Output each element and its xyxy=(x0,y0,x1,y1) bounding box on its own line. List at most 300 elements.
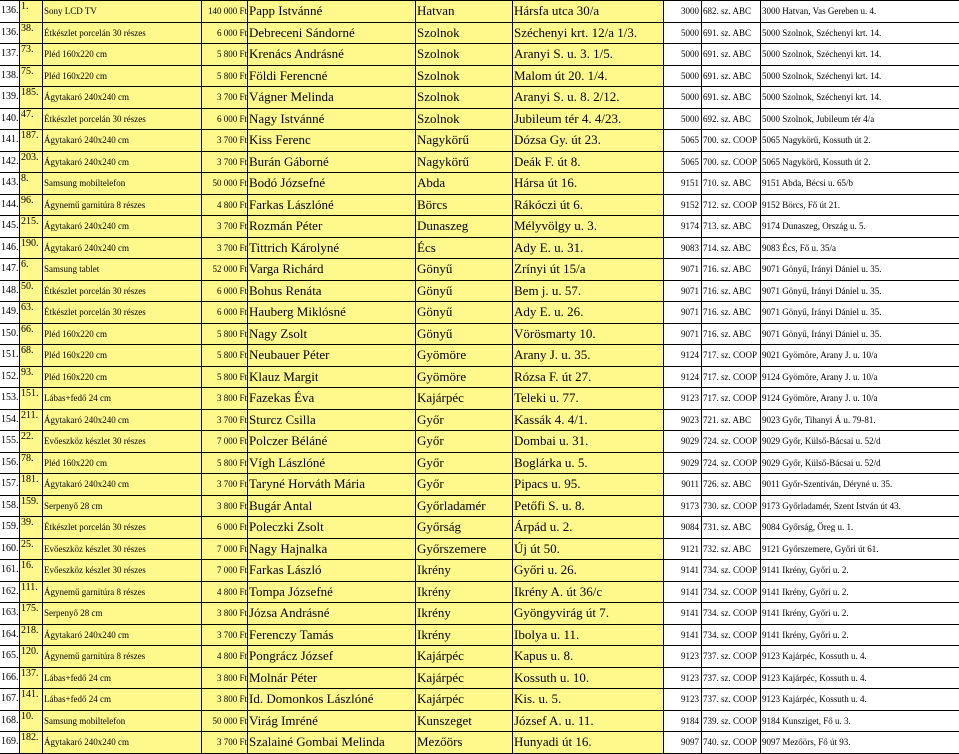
city-cell: Győr xyxy=(416,452,513,474)
city-cell: Győrszemere xyxy=(416,538,513,560)
table-row xyxy=(0,710,959,732)
city-cell: Győr xyxy=(416,474,513,496)
table-row xyxy=(0,87,959,109)
prize-name-cell: Ágytakaró 240x240 cm xyxy=(43,474,202,496)
table-row xyxy=(0,388,959,410)
winner-name-cell: Pongrácz József xyxy=(248,646,416,668)
row-number-cell: 136. xyxy=(0,22,20,44)
street-address-cell: Deák F. út 8. xyxy=(513,151,664,173)
prize-code-cell: 1. xyxy=(20,1,43,23)
prize-name-cell: Serpenyő 28 cm xyxy=(43,495,202,517)
prize-name-cell: Ágynemű garnitúra 8 részes xyxy=(43,581,202,603)
prize-value-cell: 4 800 Ft xyxy=(202,646,248,668)
table-row xyxy=(0,431,959,453)
store-address-cell: 9184 Kunsziget, Fő u. 3. xyxy=(761,710,959,732)
prize-code-cell: 93. xyxy=(20,366,43,388)
city-cell: Hatvan xyxy=(416,1,513,23)
prize-value-cell: 50 000 Ft xyxy=(202,710,248,732)
store-address-cell: 9123 Kajárpéc, Kossuth u. 4. xyxy=(761,667,959,689)
store-name-cell: 700. sz. COOP xyxy=(702,151,761,173)
prize-value-cell: 3 800 Ft xyxy=(202,603,248,625)
winner-name-cell: Farkas László xyxy=(248,560,416,582)
table-row xyxy=(0,667,959,689)
prize-value-cell: 4 800 Ft xyxy=(202,194,248,216)
prize-value-cell: 3 700 Ft xyxy=(202,474,248,496)
winner-name-cell: Fazekas Éva xyxy=(248,388,416,410)
store-address-cell: 9121 Győrszemere, Győri út 61. xyxy=(761,538,959,560)
prize-name-cell: Ágytakaró 240x240 cm xyxy=(43,624,202,646)
prize-name-cell: Pléd 160x220 cm xyxy=(43,65,202,87)
table-row xyxy=(0,366,959,388)
row-number-cell: 168. xyxy=(0,710,20,732)
table-row xyxy=(0,280,959,302)
prize-value-cell: 3 700 Ft xyxy=(202,151,248,173)
prize-code-cell: 215. xyxy=(20,216,43,238)
winner-name-cell: Taryné Horváth Mária xyxy=(248,474,416,496)
prize-code-cell: 16. xyxy=(20,560,43,582)
city-cell: Ikrény xyxy=(416,624,513,646)
store-name-cell: 713. sz. ABC xyxy=(702,216,761,238)
store-name-cell: 710. sz. ABC xyxy=(702,173,761,195)
prize-name-cell: Lábas+fedő 24 cm xyxy=(43,667,202,689)
store-address-cell: 9023 Győr, Tihanyi Á u. 79-81. xyxy=(761,409,959,431)
prize-name-cell: Étkészlet porcelán 30 részes xyxy=(43,517,202,539)
winner-name-cell: Kiss Ferenc xyxy=(248,130,416,152)
store-address-cell: 9083 Écs, Fő u. 35/a xyxy=(761,237,959,259)
prize-code-cell: 66. xyxy=(20,323,43,345)
table-row xyxy=(0,560,959,582)
store-name-cell: 730. sz. COOP xyxy=(702,495,761,517)
prize-code-cell: 175. xyxy=(20,603,43,625)
prize-code-cell: 63. xyxy=(20,302,43,324)
prize-value-cell: 5 800 Ft xyxy=(202,65,248,87)
prize-code-cell: 111. xyxy=(20,581,43,603)
store-address-cell: 9071 Gönyű, Irányi Dániel u. 35. xyxy=(761,302,959,324)
table-row xyxy=(0,1,959,23)
prize-code-cell: 96. xyxy=(20,194,43,216)
street-address-cell: Kossuth u. 10. xyxy=(513,667,664,689)
store-address-cell: 9011 Győr-Szentiván, Déryné u. 35. xyxy=(761,474,959,496)
prize-name-cell: Ágynemű garnitúra 8 részes xyxy=(43,646,202,668)
street-address-cell: Bem j. u. 57. xyxy=(513,280,664,302)
prize-code-cell: 211. xyxy=(20,409,43,431)
store-name-cell: 734. sz. COOP xyxy=(702,603,761,625)
city-cell: Győrladamér xyxy=(416,495,513,517)
prize-value-cell: 7 000 Ft xyxy=(202,538,248,560)
row-number-cell: 153. xyxy=(0,388,20,410)
store-name-cell: 714. sz. ABC xyxy=(702,237,761,259)
table-row xyxy=(0,345,959,367)
table-row xyxy=(0,603,959,625)
prize-code-cell: 120. xyxy=(20,646,43,668)
postal-code-cell: 9029 xyxy=(664,452,702,474)
store-address-cell: 3000 Hatvan, Vas Gereben u. 4. xyxy=(761,1,959,23)
street-address-cell: Petőfi S. u. 8. xyxy=(513,495,664,517)
prize-code-cell: 10. xyxy=(20,710,43,732)
prize-value-cell: 7 000 Ft xyxy=(202,431,248,453)
prize-value-cell: 6 000 Ft xyxy=(202,302,248,324)
row-number-cell: 169. xyxy=(0,732,20,754)
city-cell: Kunszeget xyxy=(416,710,513,732)
prize-code-cell: 159. xyxy=(20,495,43,517)
store-name-cell: 716. sz. ABC xyxy=(702,259,761,281)
row-number-cell: 151. xyxy=(0,345,20,367)
prize-value-cell: 5 800 Ft xyxy=(202,345,248,367)
street-address-cell: Ady E. u. 31. xyxy=(513,237,664,259)
postal-code-cell: 9124 xyxy=(664,366,702,388)
prize-code-cell: 22. xyxy=(20,431,43,453)
store-address-cell: 9021 Gyömöre, Arany J. u. 10/a xyxy=(761,345,959,367)
store-name-cell: 691. sz. ABC xyxy=(702,22,761,44)
row-number-cell: 141. xyxy=(0,130,20,152)
store-name-cell: 700. sz. COOP xyxy=(702,130,761,152)
prize-code-cell: 141. xyxy=(20,689,43,711)
city-cell: Szolnok xyxy=(416,108,513,130)
row-number-cell: 147. xyxy=(0,259,20,281)
row-number-cell: 155. xyxy=(0,431,20,453)
prize-value-cell: 3 700 Ft xyxy=(202,216,248,238)
prize-code-cell: 78. xyxy=(20,452,43,474)
postal-code-cell: 9173 xyxy=(664,495,702,517)
winner-name-cell: Sturcz Csilla xyxy=(248,409,416,431)
store-address-cell: 9173 Győrladamér, Szent István út 43. xyxy=(761,495,959,517)
prize-value-cell: 6 000 Ft xyxy=(202,280,248,302)
postal-code-cell: 9141 xyxy=(664,581,702,603)
table-row xyxy=(0,65,959,87)
prize-name-cell: Evőeszköz készlet 30 részes xyxy=(43,538,202,560)
table-row xyxy=(0,495,959,517)
store-name-cell: 716. sz. ABC xyxy=(702,302,761,324)
row-number-cell: 160. xyxy=(0,538,20,560)
winner-name-cell: Molnár Péter xyxy=(248,667,416,689)
city-cell: Gyömöre xyxy=(416,345,513,367)
postal-code-cell: 5000 xyxy=(664,44,702,66)
store-address-cell: 9141 Ikrény, Győri u. 2. xyxy=(761,581,959,603)
postal-code-cell: 9123 xyxy=(664,689,702,711)
row-number-cell: 145. xyxy=(0,216,20,238)
table-row xyxy=(0,732,959,754)
prize-name-cell: Evőeszköz készlet 30 részes xyxy=(43,431,202,453)
city-cell: Győrság xyxy=(416,517,513,539)
prize-name-cell: Étkészlet porcelán 30 részes xyxy=(43,108,202,130)
table-row xyxy=(0,323,959,345)
prize-code-cell: 218. xyxy=(20,624,43,646)
postal-code-cell: 9071 xyxy=(664,259,702,281)
winner-name-cell: Józsa Andrásné xyxy=(248,603,416,625)
postal-code-cell: 9097 xyxy=(664,732,702,754)
table-row xyxy=(0,237,959,259)
city-cell: Szolnok xyxy=(416,87,513,109)
store-address-cell: 9071 Gönyű, Irányi Dániel u. 35. xyxy=(761,259,959,281)
postal-code-cell: 9141 xyxy=(664,624,702,646)
prize-name-cell: Pléd 160x220 cm xyxy=(43,44,202,66)
postal-code-cell: 5000 xyxy=(664,108,702,130)
prize-name-cell: Étkészlet porcelán 30 részes xyxy=(43,302,202,324)
store-address-cell: 9123 Kajárpéc, Kossuth u. 4. xyxy=(761,646,959,668)
store-address-cell: 5000 Szolnok, Széchenyi krt. 14. xyxy=(761,65,959,87)
prize-value-cell: 6 000 Ft xyxy=(202,108,248,130)
prize-code-cell: 203. xyxy=(20,151,43,173)
city-cell: Ikrény xyxy=(416,603,513,625)
prize-name-cell: Serpenyő 28 cm xyxy=(43,603,202,625)
street-address-cell: Mélyvölgy u. 3. xyxy=(513,216,664,238)
store-address-cell: 9029 Győr, Külső-Bácsai u. 52/d xyxy=(761,452,959,474)
street-address-cell: Rákóczi út 6. xyxy=(513,194,664,216)
prize-value-cell: 5 800 Ft xyxy=(202,323,248,345)
street-address-cell: Kapus u. 8. xyxy=(513,646,664,668)
prize-value-cell: 3 700 Ft xyxy=(202,624,248,646)
prize-code-cell: 190. xyxy=(20,237,43,259)
prize-name-cell: Étkészlet porcelán 30 részes xyxy=(43,22,202,44)
table-row xyxy=(0,581,959,603)
store-name-cell: 732. sz. ABC xyxy=(702,538,761,560)
row-number-cell: 159. xyxy=(0,517,20,539)
winner-name-cell: Papp Istvánné xyxy=(248,1,416,23)
store-address-cell: 5065 Nagykörű, Kossuth út 2. xyxy=(761,130,959,152)
city-cell: Ikrény xyxy=(416,560,513,582)
prize-value-cell: 3 800 Ft xyxy=(202,495,248,517)
table-row xyxy=(0,452,959,474)
store-name-cell: 691. sz. ABC xyxy=(702,65,761,87)
store-name-cell: 717. sz. COOP xyxy=(702,388,761,410)
table-row xyxy=(0,302,959,324)
store-name-cell: 717. sz. COOP xyxy=(702,366,761,388)
store-name-cell: 737. sz. COOP xyxy=(702,667,761,689)
store-name-cell: 740. sz. COOP xyxy=(702,732,761,754)
prize-code-cell: 47. xyxy=(20,108,43,130)
row-number-cell: 154. xyxy=(0,409,20,431)
winner-name-cell: Neubauer Péter xyxy=(248,345,416,367)
winner-name-cell: Klauz Margit xyxy=(248,366,416,388)
postal-code-cell: 9184 xyxy=(664,710,702,732)
table-row xyxy=(0,517,959,539)
store-address-cell: 9174 Dunaszeg, Ország u. 5. xyxy=(761,216,959,238)
store-name-cell: 692. sz. ABC xyxy=(702,108,761,130)
street-address-cell: Zrínyi út 15/a xyxy=(513,259,664,281)
winner-name-cell: Bodó Józsefné xyxy=(248,173,416,195)
table-body xyxy=(0,1,959,754)
street-address-cell: Árpád u. 2. xyxy=(513,517,664,539)
postal-code-cell: 5000 xyxy=(664,65,702,87)
prize-value-cell: 6 000 Ft xyxy=(202,22,248,44)
postal-code-cell: 9071 xyxy=(664,302,702,324)
city-cell: Dunaszeg xyxy=(416,216,513,238)
city-cell: Kajárpéc xyxy=(416,646,513,668)
street-address-cell: Vörösmarty 10. xyxy=(513,323,664,345)
city-cell: Szolnok xyxy=(416,44,513,66)
prize-code-cell: 25. xyxy=(20,538,43,560)
row-number-cell: 146. xyxy=(0,237,20,259)
table-row xyxy=(0,538,959,560)
prize-name-cell: Ágytakaró 240x240 cm xyxy=(43,130,202,152)
street-address-cell: Dombai u. 31. xyxy=(513,431,664,453)
city-cell: Börcs xyxy=(416,194,513,216)
store-address-cell: 5000 Szolnok, Széchenyi krt. 14. xyxy=(761,44,959,66)
postal-code-cell: 9121 xyxy=(664,538,702,560)
store-address-cell: 9151 Abda, Bécsi u. 65/b xyxy=(761,173,959,195)
postal-code-cell: 9071 xyxy=(664,323,702,345)
prize-code-cell: 137. xyxy=(20,667,43,689)
street-address-cell: Aranyi S. u. 3. 1/5. xyxy=(513,44,664,66)
prize-name-cell: Ágytakaró 240x240 cm xyxy=(43,237,202,259)
table-row xyxy=(0,646,959,668)
winner-name-cell: Bohus Renáta xyxy=(248,280,416,302)
prize-name-cell: Sony LCD TV xyxy=(43,1,202,23)
store-address-cell: 9084 Győrság, Öreg u. 1. xyxy=(761,517,959,539)
postal-code-cell: 5065 xyxy=(664,151,702,173)
prize-code-cell: 151. xyxy=(20,388,43,410)
table-row xyxy=(0,194,959,216)
row-number-cell: 148. xyxy=(0,280,20,302)
store-name-cell: 734. sz. COOP xyxy=(702,624,761,646)
postal-code-cell: 9011 xyxy=(664,474,702,496)
street-address-cell: Arany J. u. 35. xyxy=(513,345,664,367)
store-name-cell: 691. sz. ABC xyxy=(702,87,761,109)
store-address-cell: 5000 Szolnok, Széchenyi krt. 14. xyxy=(761,87,959,109)
street-address-cell: Ikrény A. út 36/c xyxy=(513,581,664,603)
postal-code-cell: 9151 xyxy=(664,173,702,195)
prize-value-cell: 50 000 Ft xyxy=(202,173,248,195)
table-row xyxy=(0,130,959,152)
row-number-cell: 158. xyxy=(0,495,20,517)
prize-name-cell: Samsung mobiltelefon xyxy=(43,710,202,732)
city-cell: Ikrény xyxy=(416,581,513,603)
winner-name-cell: Tompa Józsefné xyxy=(248,581,416,603)
store-address-cell: 9141 Ikrény, Győri u. 2. xyxy=(761,603,959,625)
table-row xyxy=(0,689,959,711)
prize-value-cell: 5 800 Ft xyxy=(202,44,248,66)
store-address-cell: 9071 Gönyű, Irányi Dániel u. 35. xyxy=(761,323,959,345)
street-address-cell: József A. u. 11. xyxy=(513,710,664,732)
table-row xyxy=(0,624,959,646)
store-address-cell: 5065 Nagykörű, Kossuth út 2. xyxy=(761,151,959,173)
prize-value-cell: 140 000 Ft xyxy=(202,1,248,23)
prize-value-cell: 5 800 Ft xyxy=(202,366,248,388)
city-cell: Gönyű xyxy=(416,280,513,302)
store-name-cell: 734. sz. COOP xyxy=(702,581,761,603)
street-address-cell: Hársa út 16. xyxy=(513,173,664,195)
winner-name-cell: Nagy Zsolt xyxy=(248,323,416,345)
street-address-cell: Hunyadi út 16. xyxy=(513,732,664,754)
street-address-cell: Ady E. u. 26. xyxy=(513,302,664,324)
store-address-cell: 9123 Kajárpéc, Kossuth u. 4. xyxy=(761,689,959,711)
row-number-cell: 156. xyxy=(0,452,20,474)
winner-name-cell: Varga Richárd xyxy=(248,259,416,281)
store-name-cell: 731. sz. ABC xyxy=(702,517,761,539)
prize-value-cell: 3 800 Ft xyxy=(202,667,248,689)
store-address-cell: 5000 Szolnok, Széchenyi krt. 14. xyxy=(761,22,959,44)
city-cell: Kajárpéc xyxy=(416,689,513,711)
prize-name-cell: Ágytakaró 240x240 cm xyxy=(43,151,202,173)
store-name-cell: 737. sz. COOP xyxy=(702,689,761,711)
prize-code-cell: 68. xyxy=(20,345,43,367)
prize-value-cell: 7 000 Ft xyxy=(202,560,248,582)
prize-value-cell: 4 800 Ft xyxy=(202,581,248,603)
prize-value-cell: 3 700 Ft xyxy=(202,130,248,152)
table-row xyxy=(0,173,959,195)
city-cell: Gönyű xyxy=(416,259,513,281)
table-row xyxy=(0,22,959,44)
city-cell: Szolnok xyxy=(416,22,513,44)
postal-code-cell: 9071 xyxy=(664,280,702,302)
winner-name-cell: Poleczki Zsolt xyxy=(248,517,416,539)
city-cell: Kajárpéc xyxy=(416,667,513,689)
store-name-cell: 691. sz. ABC xyxy=(702,44,761,66)
city-cell: Kajárpéc xyxy=(416,388,513,410)
store-name-cell: 717. sz. COOP xyxy=(702,345,761,367)
street-address-cell: Széchenyi krt. 12/a 1/3. xyxy=(513,22,664,44)
street-address-cell: Boglárka u. 5. xyxy=(513,452,664,474)
store-address-cell: 9124 Gyömöre, Arany J. u. 10/a xyxy=(761,366,959,388)
winner-name-cell: Szalainé Gombai Melinda xyxy=(248,732,416,754)
city-cell: Mezőörs xyxy=(416,732,513,754)
store-address-cell: 9152 Börcs, Fő út 21. xyxy=(761,194,959,216)
city-cell: Gönyű xyxy=(416,323,513,345)
prize-name-cell: Pléd 160x220 cm xyxy=(43,366,202,388)
row-number-cell: 163. xyxy=(0,603,20,625)
street-address-cell: Hársfa utca 30/a xyxy=(513,1,664,23)
postal-code-cell: 9023 xyxy=(664,409,702,431)
prize-value-cell: 3 800 Ft xyxy=(202,689,248,711)
winner-name-cell: Farkas Lászlóné xyxy=(248,194,416,216)
prize-name-cell: Samsung tablet xyxy=(43,259,202,281)
postal-code-cell: 9029 xyxy=(664,431,702,453)
row-number-cell: 162. xyxy=(0,581,20,603)
store-address-cell: 9097 Mezőörs, Fő út 93. xyxy=(761,732,959,754)
table-row xyxy=(0,474,959,496)
postal-code-cell: 9152 xyxy=(664,194,702,216)
table-row xyxy=(0,216,959,238)
prize-code-cell: 38. xyxy=(20,22,43,44)
winner-name-cell: Krenács Andrásné xyxy=(248,44,416,66)
prize-value-cell: 5 800 Ft xyxy=(202,452,248,474)
table-row xyxy=(0,108,959,130)
postal-code-cell: 9084 xyxy=(664,517,702,539)
winner-name-cell: Nagy Hajnalka xyxy=(248,538,416,560)
row-number-cell: 161. xyxy=(0,560,20,582)
row-number-cell: 144. xyxy=(0,194,20,216)
city-cell: Nagykörű xyxy=(416,130,513,152)
prize-value-cell: 3 700 Ft xyxy=(202,237,248,259)
table-row xyxy=(0,44,959,66)
prize-name-cell: Ágytakaró 240x240 cm xyxy=(43,87,202,109)
winner-name-cell: Tittrich Károlyné xyxy=(248,237,416,259)
store-name-cell: 739. sz. COOP xyxy=(702,710,761,732)
prize-code-cell: 182. xyxy=(20,732,43,754)
store-name-cell: 724. sz. COOP xyxy=(702,452,761,474)
store-name-cell: 724. sz. COOP xyxy=(702,431,761,453)
prize-name-cell: Étkészlet porcelán 30 részes xyxy=(43,280,202,302)
prize-name-cell: Ágynemű garnitúra 8 részes xyxy=(43,194,202,216)
row-number-cell: 149. xyxy=(0,302,20,324)
postal-code-cell: 9083 xyxy=(664,237,702,259)
city-cell: Győr xyxy=(416,431,513,453)
winner-name-cell: Virág Imréné xyxy=(248,710,416,732)
row-number-cell: 136. xyxy=(0,1,20,23)
winner-name-cell: Ferenczy Tamás xyxy=(248,624,416,646)
city-cell: Écs xyxy=(416,237,513,259)
prize-code-cell: 8. xyxy=(20,173,43,195)
store-name-cell: 721. sz. ABC xyxy=(702,409,761,431)
prize-name-cell: Evőeszköz készlet 30 részes xyxy=(43,560,202,582)
row-number-cell: 157. xyxy=(0,474,20,496)
table-row xyxy=(0,151,959,173)
store-address-cell: 9124 Gyömöre, Arany J. u. 10/a xyxy=(761,388,959,410)
prize-name-cell: Ágytakaró 240x240 cm xyxy=(43,732,202,754)
row-number-cell: 142. xyxy=(0,151,20,173)
prize-name-cell: Lábas+fedő 24 cm xyxy=(43,388,202,410)
postal-code-cell: 5000 xyxy=(664,22,702,44)
